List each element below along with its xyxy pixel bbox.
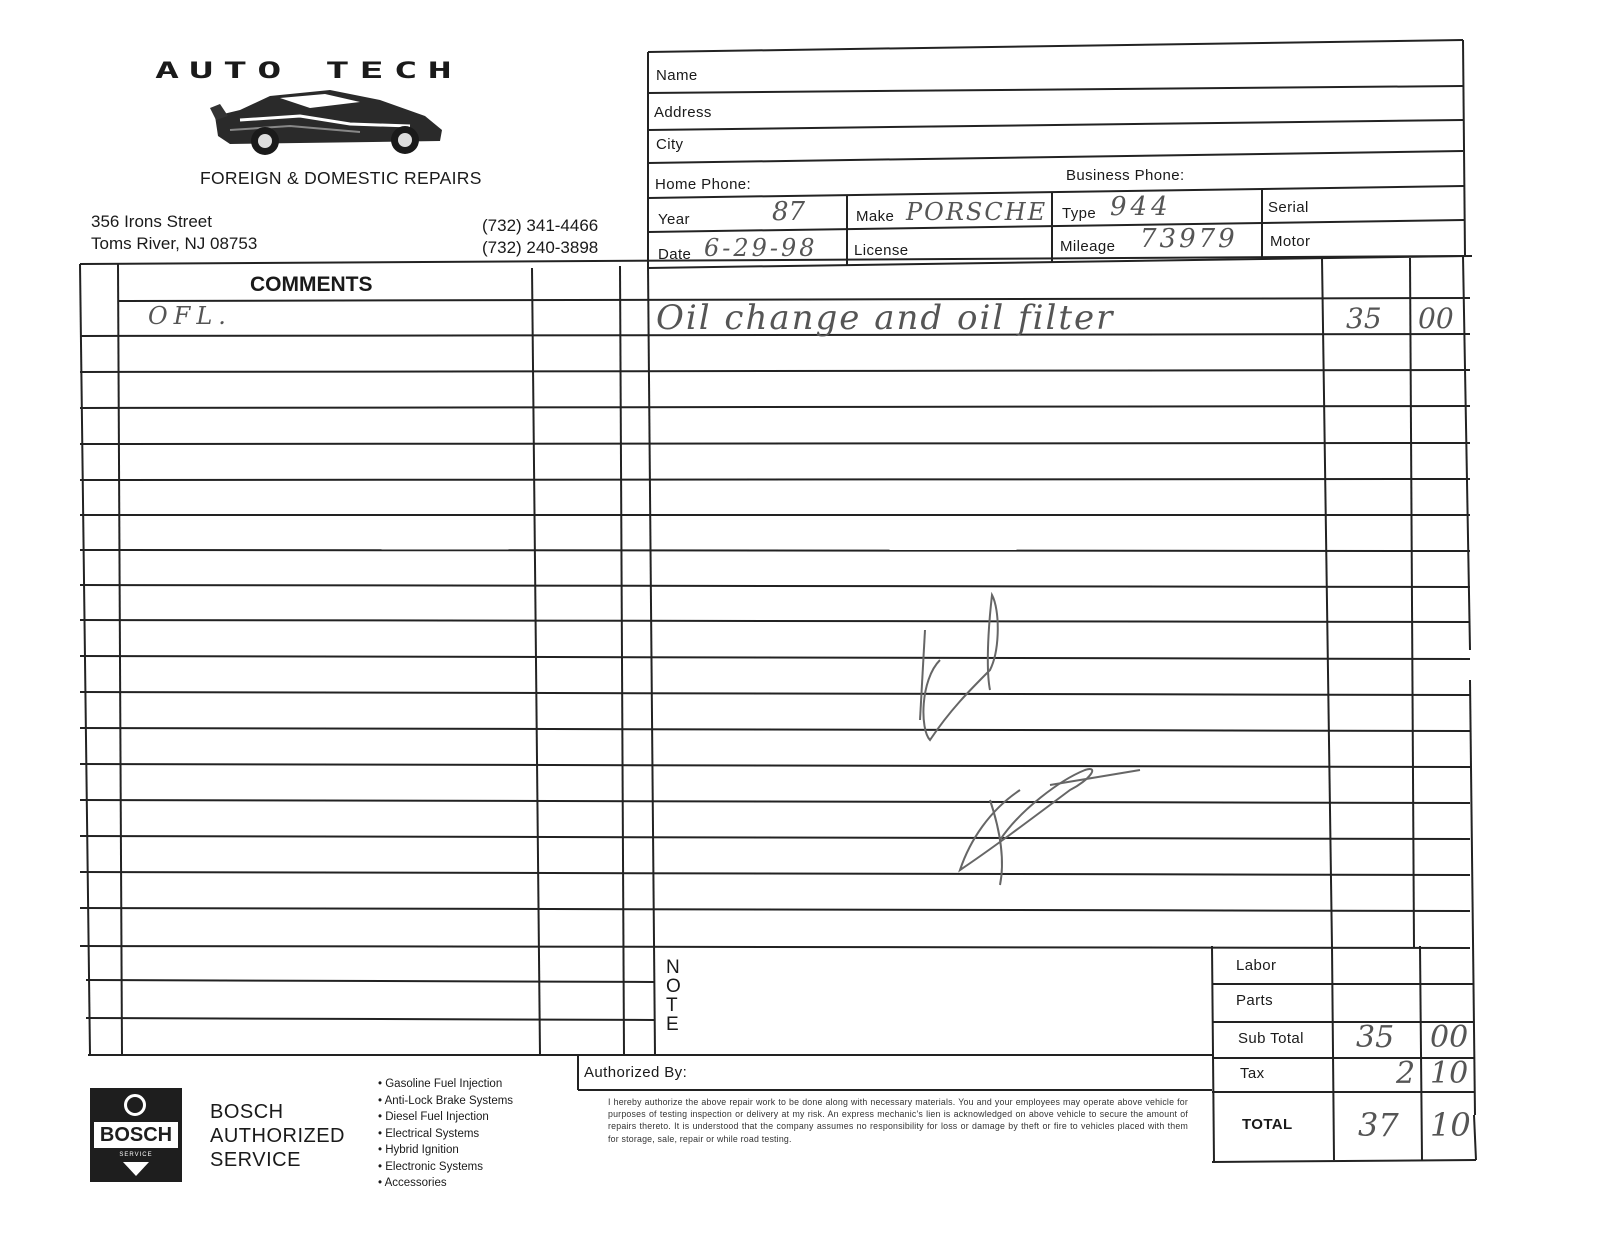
bosch-authorized-service [210, 1100, 345, 1172]
name-label: Name [656, 67, 698, 84]
subtotal-label: Sub Total [1238, 1030, 1304, 1047]
authorized-label: Authorized By: [584, 1064, 688, 1081]
bosch-logo-badge [90, 1088, 182, 1182]
list-item: • Electronic Systems [378, 1160, 484, 1173]
work-line-1: Oil change and oil filter [656, 298, 1115, 338]
make-value: PORSCHE [906, 198, 1048, 226]
home-phone-label: Home Phone: [655, 176, 752, 193]
list-item: • Anti-Lock Brake Systems [378, 1094, 514, 1107]
subtotal-cents: 00 [1430, 1020, 1469, 1055]
down-arrow-icon [123, 1162, 149, 1176]
shop-city: Toms River, NJ 08753 [91, 234, 258, 253]
parts-label: Parts [1236, 992, 1274, 1009]
list-item: • Gasoline Fuel Injection [378, 1078, 503, 1090]
list-item: • Hybrid Ignition [378, 1144, 459, 1156]
bosch-services-list [378, 1076, 513, 1192]
subtotal-dollars: 35 [1356, 1020, 1395, 1055]
note-label: N O T E [666, 957, 686, 1035]
year-label: Year [658, 211, 690, 228]
tax-dollars: 2 [1396, 1056, 1416, 1091]
comments-entry: OFL. [148, 302, 232, 330]
type-label: Type [1062, 205, 1097, 222]
shop-tagline: FOREIGN & DOMESTIC REPAIRS [200, 168, 482, 188]
tax-label: Tax [1240, 1065, 1265, 1082]
mileage-value: 73979 [1140, 224, 1238, 254]
total-label: TOTAL [1242, 1116, 1293, 1133]
date-value: 6-29-98 [704, 234, 818, 262]
signature-scribble [900, 590, 1160, 910]
list-item: • Accessories [378, 1177, 447, 1189]
work-line-1-dollars: 35 [1346, 302, 1382, 335]
shop-phone-1: (732) 341-4466 [482, 216, 599, 235]
bosch-line-2: AUTHORIZED [210, 1125, 345, 1147]
type-value: 944 [1110, 192, 1172, 222]
serial-label: Serial [1268, 199, 1309, 216]
make-label: Make [856, 208, 895, 225]
mileage-label: Mileage [1060, 238, 1116, 255]
total-dollars: 37 [1358, 1106, 1399, 1144]
bosch-logo-text: BOSCH [94, 1122, 178, 1148]
list-item: • Electrical Systems [378, 1127, 480, 1140]
total-cents: 10 [1430, 1106, 1471, 1144]
labor-label: Labor [1236, 957, 1277, 974]
bosch-line-1: BOSCH [210, 1101, 284, 1123]
date-label: Date [658, 246, 692, 263]
comments-header: COMMENTS [250, 273, 373, 296]
legal-text: I hereby authorize the above repair work to be done along with necessary materials. You and your employees may operate above vehicle for purposes of testing inspection or delivery at my risk. An express mechanic's lien is acknowledged on above vehicle to secure the amount of repairs thereto. It is understood that the company assumes no responsibility for loss or damage by theft or fire to vehicles placed with them for storage, sale, repair or while road testing. [608, 1097, 1188, 1144]
bosch-line-3: SERVICE [210, 1149, 301, 1171]
motor-label: Motor [1270, 233, 1311, 250]
list-item: • Diesel Fuel Injection [378, 1111, 489, 1123]
shop-logo-text: AUTO TECH [155, 58, 462, 84]
business-phone-label: Business Phone: [1066, 167, 1185, 184]
address-label: Address [654, 104, 712, 121]
year-value: 87 [772, 197, 806, 227]
license-label: License [854, 242, 909, 259]
work-line-1-cents: 00 [1418, 302, 1454, 335]
tax-cents: 10 [1430, 1056, 1469, 1091]
bosch-armature-icon [124, 1094, 146, 1116]
shop-street: 356 Irons Street [91, 212, 212, 231]
bosch-logo-sub: SERVICE [119, 1152, 153, 1158]
city-label: City [656, 136, 684, 153]
shop-phone-2: (732) 240-3898 [482, 238, 599, 257]
